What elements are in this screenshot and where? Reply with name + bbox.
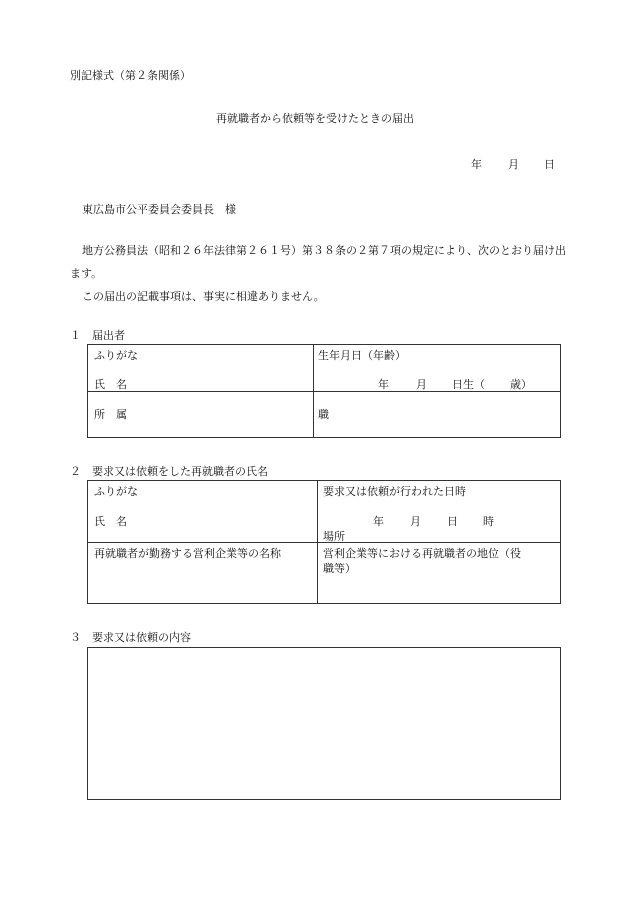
s1-birthdate-label: 生年月日（年齢）: [318, 349, 406, 362]
section3-content-box[interactable]: [87, 647, 561, 800]
document-title: 再就職者から依頼等を受けたときの届出: [216, 112, 414, 125]
s2-furigana-label: ふりがな: [94, 485, 138, 498]
s1-name-label[interactable]: 氏 名: [94, 378, 127, 391]
s1-birth-age[interactable]: 歳）: [510, 378, 532, 391]
s2-status-label-line1[interactable]: 営利企業等における再就職者の地位（役: [323, 547, 521, 560]
s2-datetime-label: 要求又は依頼が行われた日時: [323, 485, 466, 498]
s1-birth-month[interactable]: 月: [416, 378, 427, 391]
section1-heading: １ 届出者: [70, 329, 125, 342]
s1-position-label[interactable]: 職: [318, 408, 329, 421]
body-paragraph-1: 地方公務員法（昭和２６年法律第２６１号）第３８条の２第７項の規定により、次のとおり届け出ます。: [70, 244, 566, 280]
form-label: 別記様式（第２条関係）: [70, 69, 191, 82]
s2-place-label[interactable]: 場所: [323, 530, 345, 543]
s2-company-label[interactable]: 再就職者が勤務する営利企業等の名称: [94, 547, 281, 560]
body-paragraph-2: この届出の記載事項は、事実に相違ありません。: [82, 290, 325, 303]
section3-heading: ３ 要求又は依頼の内容: [70, 631, 191, 644]
s2-dt-hour[interactable]: 時: [483, 515, 494, 528]
s2-dt-day[interactable]: 日: [447, 515, 458, 528]
date-day: 日: [544, 158, 555, 171]
s1-furigana-label: ふりがな: [94, 349, 138, 362]
s1-affiliation-label[interactable]: 所 属: [94, 408, 127, 421]
section2-heading: ２ 要求又は依頼をした再就職者の氏名: [70, 465, 268, 478]
s1-birth-year[interactable]: 年: [378, 378, 389, 391]
date-year: 年: [471, 158, 482, 171]
s2-status-label-line2: 職等）: [323, 562, 356, 575]
s2-dt-month[interactable]: 月: [410, 515, 421, 528]
addressee: 東広島市公平委員会委員長 様: [82, 203, 236, 216]
s1-birth-day[interactable]: 日生（: [452, 378, 485, 391]
date-month: 月: [508, 158, 519, 171]
s2-dt-year[interactable]: 年: [373, 515, 384, 528]
s2-name-label[interactable]: 氏 名: [94, 515, 127, 528]
section1-divider-h: [87, 391, 561, 392]
